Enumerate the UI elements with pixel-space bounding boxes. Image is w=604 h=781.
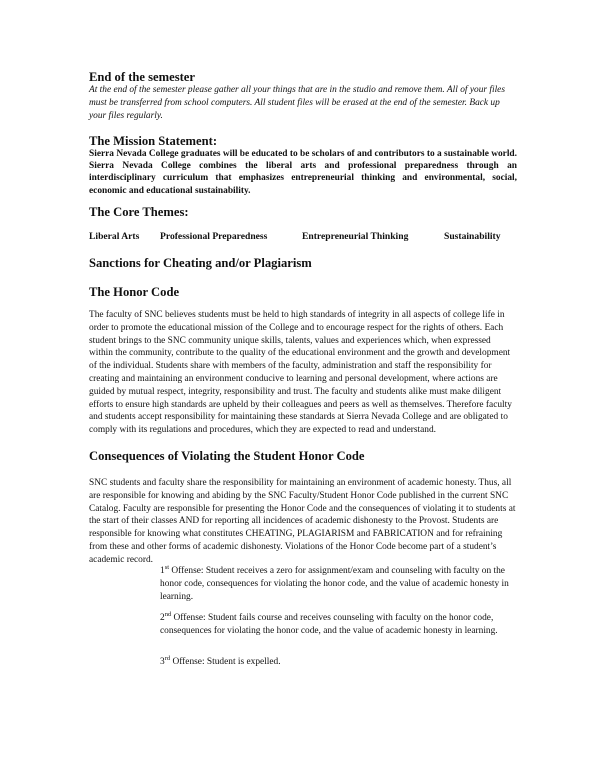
mission-section	[89, 134, 517, 197]
consequences-body	[89, 477, 517, 567]
core-theme-item: Sustainability	[444, 231, 501, 242]
core-theme-item: Professional Preparedness	[160, 231, 268, 242]
mission-text: Sierra Nevada College graduates will be educated to be scholars of and contributors to a sustainable world. Sierra Nevada College combines the liberal arts and professional preparedness through an interdisciplinary curriculum that emphasizes entrepreneurial thinking and environmental, social, economic and educational sustainability.	[89, 149, 517, 196]
core-theme-item: Liberal Arts	[89, 231, 140, 242]
offense-item	[160, 565, 520, 603]
core-themes-heading: The Core Themes:	[89, 205, 189, 219]
core-themes-list	[0, 231, 604, 245]
offense-number: 1	[160, 566, 165, 576]
offense-ordinal: nd	[164, 610, 172, 618]
core-theme-item: Entrepreneurial Thinking	[302, 231, 409, 242]
offense-text: Offense: Student receives a zero for assignment/exam and counseling with faculty on the honor code, consequences for violating the honor code, and the value of academic honesty in learning.	[160, 566, 509, 602]
offense-text: Offense: Student fails course and receives counseling with faculty on the honor code, consequences for violating the honor code, and the value of academic honesty in learning.	[160, 613, 498, 636]
offense-number: 3	[160, 657, 165, 667]
semester-section	[89, 70, 517, 122]
offense-number: 2	[160, 613, 165, 623]
offense-ordinal: rd	[164, 654, 171, 662]
offense-item	[160, 656, 520, 669]
sanctions-heading: Sanctions for Cheating and/or Plagiarism	[89, 256, 312, 270]
offense-ordinal: st	[164, 563, 170, 571]
offense-item	[160, 612, 520, 638]
consequences-text: SNC students and faculty share the responsibility for maintaining an environment of academic honesty. Thus, all are responsible for knowing and abiding by the SNC Faculty/Student Honor Code published in the current SNC Catalog. Faculty are responsible for presenting the Honor Code and the consequences of violating it to students at the start of their classes AND for reporting all incidences of academic dishonesty to the Provost. Students are responsible for knowing what constitutes CHEATING, PLAGIARISM and FABRICATION and for refraining from these and other forms of academic dishonesty. Violations of the Honor Code become part of a student’s academic record.	[89, 478, 516, 565]
mission-heading: The Mission Statement:	[89, 134, 218, 148]
consequences-heading: Consequences of Violating the Student Honor Code	[89, 449, 365, 463]
offense-text: Offense: Student is expelled.	[170, 657, 281, 667]
honor-code-text: The faculty of SNC believes students must be held to high standards of integrity in all aspects of college life in order to promote the educational mission of the College and to encourage respect for the rights of others. Each student brings to the SNC community unique skills, talents, values and experiences which, when expressed within the community, contribute to the quality of the educational environment and the growth and development of the individual. Students share with members of the faculty, administration and staff the responsibility for creating and maintaining an environment conducive to learning and personal development, where actions are guided by mutual respect, integrity, responsibility and trust. The faculty and students alike must make diligent efforts to ensure high standards are upheld by their colleagues and peers as well as themselves. Therefore faculty and students accept responsibility for maintaining these standards at Sierra Nevada College and are obligated to comply with its regulations and procedures, which they are expected to read and understand.	[89, 310, 512, 436]
honor-code-heading: The Honor Code	[89, 285, 180, 299]
consequences-section	[89, 449, 517, 463]
honor-code-body	[89, 309, 517, 437]
core-themes-section	[89, 205, 517, 219]
semester-heading: End of the semester	[89, 70, 195, 84]
honor-code-section	[89, 285, 517, 299]
sanctions-section	[89, 256, 517, 270]
semester-text: At the end of the semester please gather all your things that are in the studio and remove them. All of your files must be transferred from school computers. All student files will be erased at the end of the semester. Back up your files regularly.	[89, 85, 505, 121]
